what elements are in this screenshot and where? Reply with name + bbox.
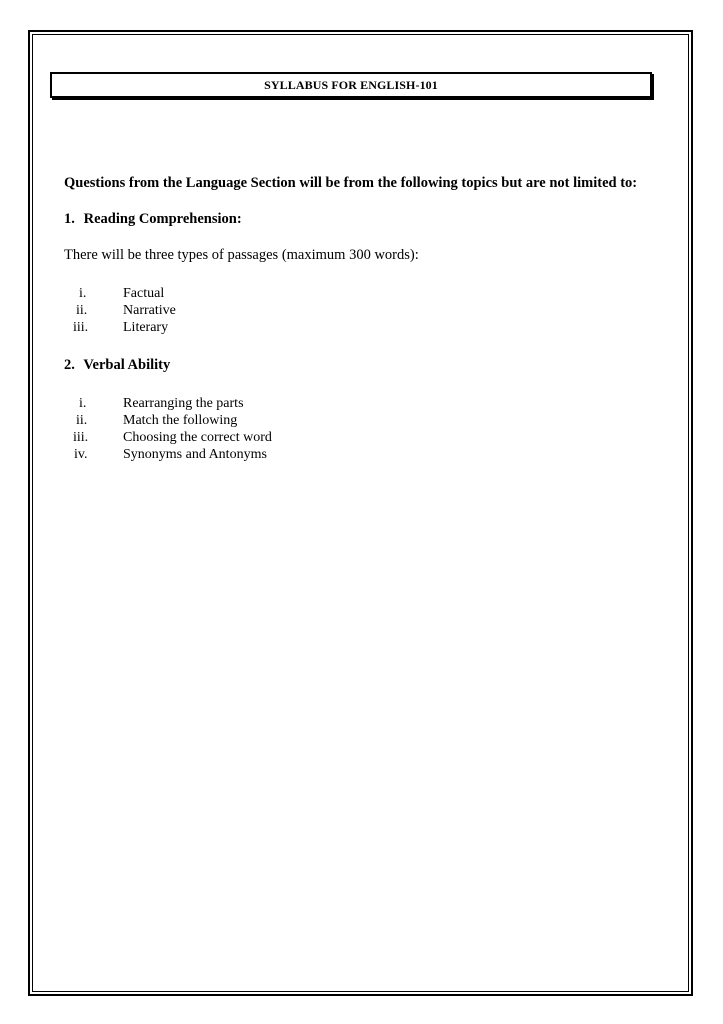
section-number: 2.	[64, 357, 75, 373]
list-text: Narrative	[123, 303, 176, 318]
page-title: SYLLABUS FOR ENGLISH-101	[264, 77, 438, 92]
list-text: Choosing the correct word	[123, 430, 272, 445]
list-numeral: ii.	[76, 303, 88, 318]
section-heading-verbal	[64, 357, 170, 374]
list-numeral: iv.	[74, 447, 88, 462]
list-numeral: iii.	[73, 430, 89, 445]
list-numeral: iii.	[73, 320, 89, 335]
section-heading-reading	[64, 211, 242, 228]
section-paragraph: There will be three types of passages (maximum 300 words):	[64, 247, 419, 263]
list-text: Synonyms and Antonyms	[123, 447, 267, 462]
title-box	[50, 72, 652, 98]
list-text: Factual	[123, 286, 165, 301]
list-text: Rearranging the parts	[123, 396, 244, 411]
list-numeral: i.	[79, 286, 87, 301]
intro-text: Questions from the Language Section will be from the following topics but are not limited to:	[64, 175, 638, 191]
list-numeral: ii.	[76, 413, 88, 428]
list-numeral: i.	[79, 396, 87, 411]
section-number: 1.	[64, 211, 75, 227]
list-text: Literary	[123, 320, 169, 335]
list-text: Match the following	[123, 413, 238, 428]
section-title: Reading Comprehension:	[83, 211, 242, 227]
section-title: Verbal Ability	[83, 357, 171, 373]
